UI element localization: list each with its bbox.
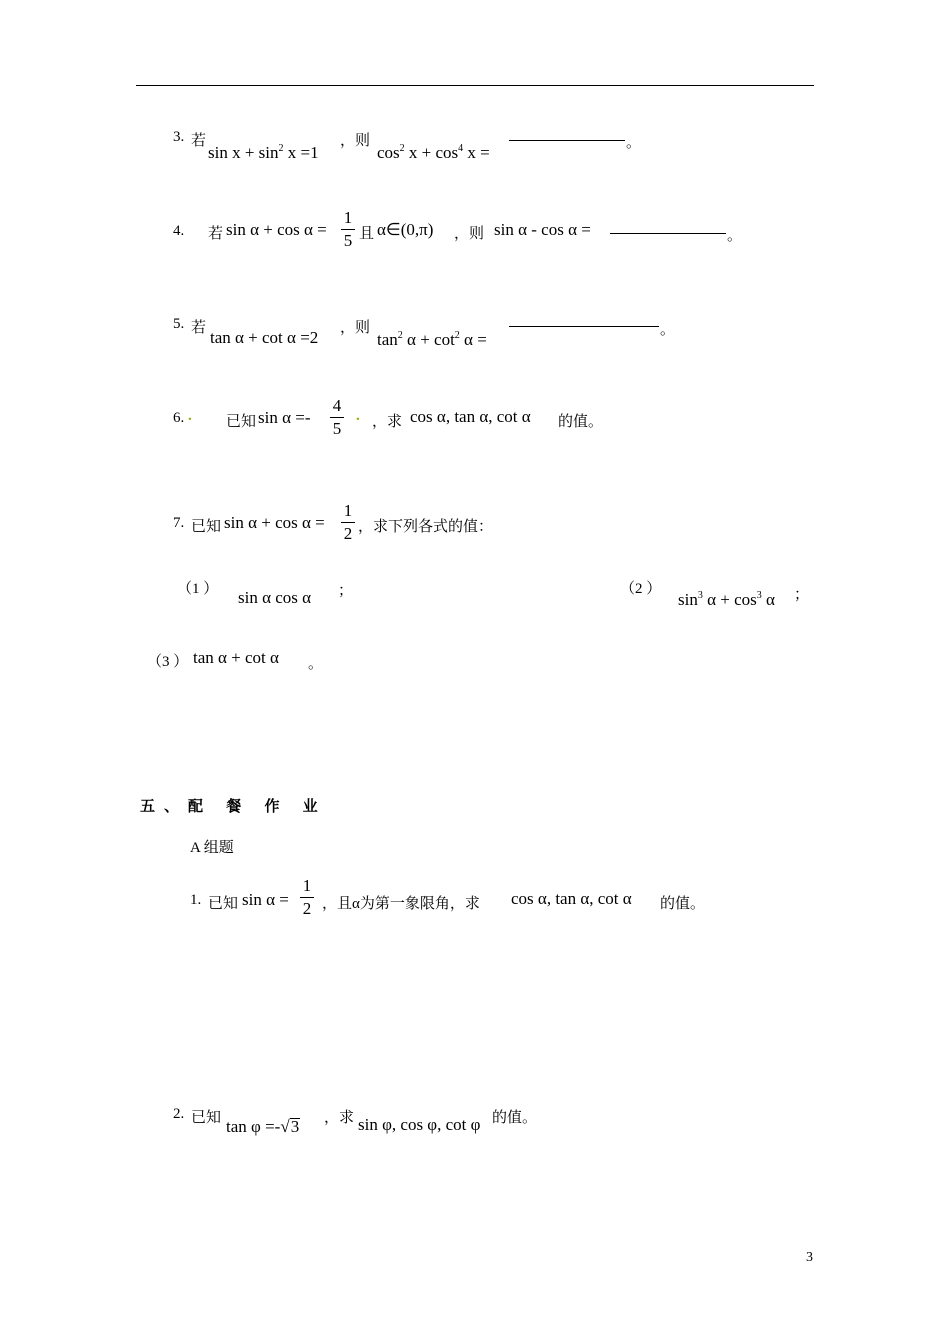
target-expression: sin φ, cos φ, cot φ xyxy=(358,1115,481,1134)
fraction: 1 2 xyxy=(300,877,314,918)
condition-expression: sin α = xyxy=(242,890,289,909)
fraction: 1 2 xyxy=(341,502,355,543)
target-expression: $\cos^2 x + \cos^4 x$ = xyxy=(377,143,490,162)
header-rule xyxy=(136,85,814,86)
text-yizhi: 已知 xyxy=(226,414,257,430)
text-qie: 且 xyxy=(359,226,375,242)
sub1-end: ； xyxy=(338,583,354,599)
answer-blank xyxy=(610,232,726,234)
text-yizhi: 已知 xyxy=(208,896,239,912)
target-expression: cos α, tan α, cot α xyxy=(511,889,632,908)
target-expression: cos α, tan α, cot α xyxy=(410,407,531,426)
highlight-dot: . xyxy=(356,408,360,424)
problem-number: 6. xyxy=(173,410,185,426)
text-ruo: 若 xyxy=(191,133,207,149)
target-expression: sin α - cos α = xyxy=(494,220,591,239)
condition-expression: $\sin x + \sin^2 x =1$ xyxy=(208,143,319,162)
problem-number: 4. xyxy=(173,223,185,239)
text-ze: ，则 xyxy=(340,320,371,336)
text-yizhi: 已知 xyxy=(191,1110,222,1126)
text-mid: ，且α为第一象限角，求 xyxy=(322,896,480,912)
sub2-expression: $\sin^3 \alpha + \cos^3 \alpha$ xyxy=(678,590,775,609)
question-tail: ，求下列各式的值： xyxy=(358,519,494,535)
condition-expression: sin α + cos α = xyxy=(224,513,325,532)
text-end: 的值。 xyxy=(492,1110,538,1126)
text-ruo: 若 xyxy=(208,226,224,242)
answer-blank xyxy=(509,139,625,141)
text-end: 的值。 xyxy=(558,414,604,430)
condition-expression: sin α =- xyxy=(258,408,311,427)
sub3-end: 。 xyxy=(308,656,324,672)
text-end: 。 xyxy=(660,322,676,338)
fraction: 1 5 xyxy=(341,209,355,250)
section-title: 五、配 餐 作 业 xyxy=(140,797,327,815)
highlight-dot: . xyxy=(188,408,192,424)
range-expression: α∈(0,π) xyxy=(377,220,434,239)
text-ze: ，则 xyxy=(340,133,371,149)
text-end: 。 xyxy=(727,228,743,244)
problem-number: 3. xyxy=(173,129,185,145)
problem-number: 5. xyxy=(173,316,185,332)
sub3-expression: tan α + cot α xyxy=(193,648,279,667)
text-qiu: ，求 xyxy=(372,414,403,430)
text-end: 的值。 xyxy=(660,896,706,912)
problem-number: 7. xyxy=(173,515,185,531)
sub1-expression: sin α cos α xyxy=(238,588,312,607)
sub1-label: （1 ） xyxy=(177,581,219,597)
sub3-label: （3 ） xyxy=(147,654,189,670)
condition-expression: sin α + cos α = xyxy=(226,220,327,239)
answer-blank xyxy=(509,325,659,327)
target-expression: $\tan^2 \alpha + \cot^2 \alpha$ = xyxy=(377,330,487,349)
problem-number: 1. xyxy=(190,892,202,908)
condition-expression: tan φ =-√3 xyxy=(226,1117,300,1136)
condition-expression: tan α + cot α =2 xyxy=(210,328,319,347)
text-yizhi: 已知 xyxy=(191,519,222,535)
text-end: 。 xyxy=(626,135,642,151)
problem-number: 2. xyxy=(173,1106,185,1122)
sub2-end: ； xyxy=(794,587,810,603)
text-ruo: 若 xyxy=(191,320,207,336)
page-number: 3 xyxy=(806,1250,813,1265)
text-ze: ，则 xyxy=(454,226,485,242)
sub2-label: （2 ） xyxy=(620,581,662,597)
fraction: 4 5 xyxy=(330,397,344,438)
group-label: A 组题 xyxy=(190,840,234,856)
text-qiu: ，求 xyxy=(324,1110,355,1126)
sqrt-radicand: 3 xyxy=(290,1117,300,1136)
